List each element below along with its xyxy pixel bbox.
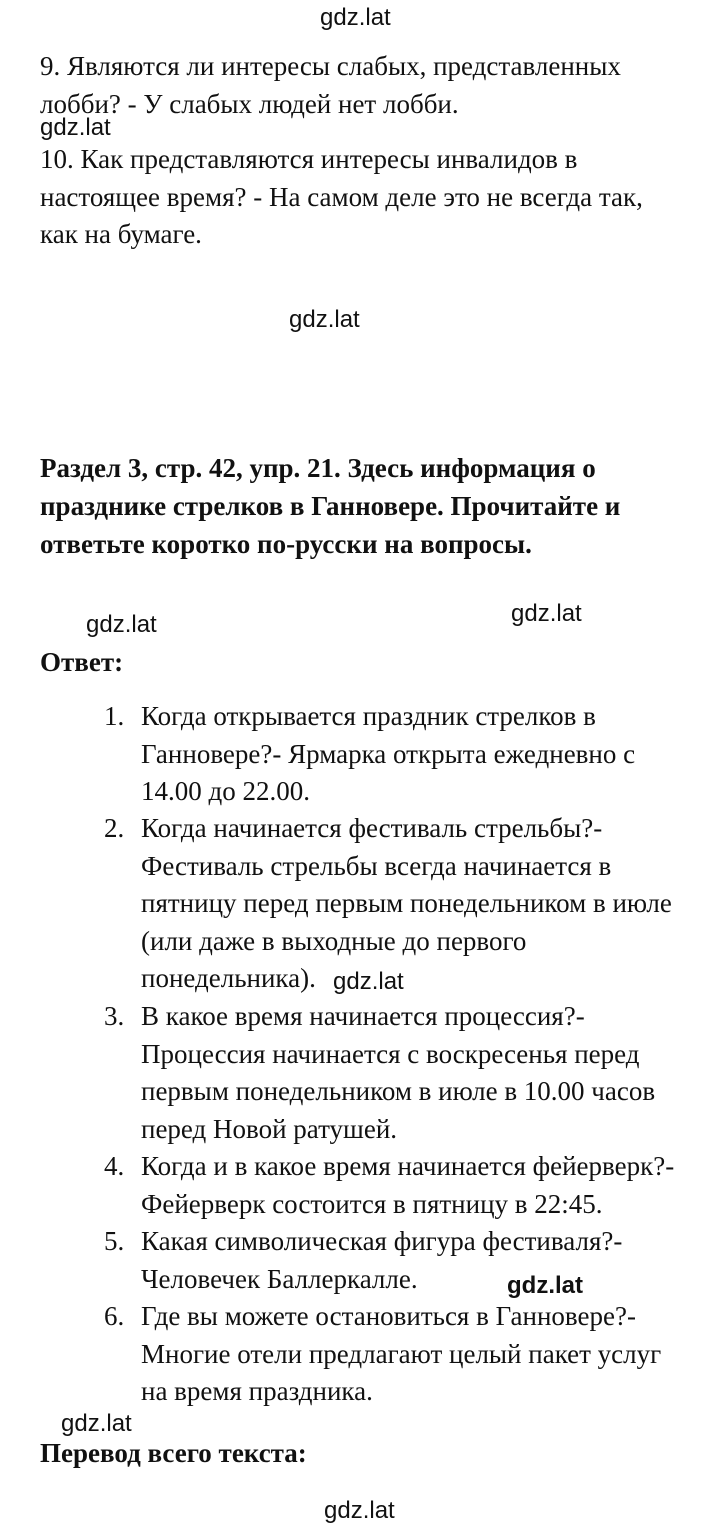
list-item-number: 2. <box>104 813 125 843</box>
translation-label: Перевод всего текста: <box>40 1438 307 1468</box>
list-item-line: В какое время начинается процессия?- <box>141 1001 585 1031</box>
watermark: gdz.lat <box>86 611 157 638</box>
list-item-line: Фестиваль стрельбы всегда начинается в <box>141 850 612 881</box>
question-10 <box>40 141 690 254</box>
list-item-line: Процессия начинается с воскресенья перед <box>141 1038 640 1069</box>
list-item-line: понедельника). <box>141 963 316 993</box>
watermark: gdz.lat <box>507 1272 583 1299</box>
watermark: gdz.lat <box>289 306 360 333</box>
watermark: gdz.lat <box>333 968 404 995</box>
list-item-line: Человечек Баллеркалле. <box>141 1263 418 1294</box>
question-9-line: 9. Являются ли интересы слабых, представленных <box>40 51 621 81</box>
list-item-number: 6. <box>104 1301 125 1331</box>
section-heading <box>40 449 700 563</box>
list-item-line: Где вы можете остановиться в Ганновере?- <box>141 1301 636 1331</box>
list-item-line: (или даже в выходные до первого <box>141 925 527 956</box>
watermark: gdz.lat <box>40 114 111 141</box>
watermark: gdz.lat <box>511 600 582 627</box>
list-item-line: Когда начинается фестиваль стрельбы?- <box>141 813 603 843</box>
list-item-number: 3. <box>104 1001 125 1031</box>
question-9-answer-line: лобби? - У слабых людей нет лобби. <box>40 88 459 119</box>
question-10-line: настоящее время? - На самом деле это не всегда так, <box>40 181 643 212</box>
watermark: gdz.lat <box>61 1410 132 1437</box>
list-item-line: первым понедельником в июле в 10.00 часов <box>141 1076 656 1106</box>
list-item-line: перед Новой ратушей. <box>141 1113 398 1144</box>
question-10-line: как на бумаге. <box>40 219 202 249</box>
list-item-line: пятницу перед первым понедельником в июле <box>141 888 672 918</box>
list-item-line: Когда открывается праздник стрелков в <box>141 701 596 731</box>
section-heading-line: празднике стрелков в Ганновере. Прочитайте и <box>40 491 621 521</box>
question-10-line: 10. Как представляются интересы инвалидов в <box>40 144 578 174</box>
section-heading-line: Раздел 3, стр. 42, упр. 21. Здесь информация о <box>40 453 596 483</box>
watermark: gdz.lat <box>324 1497 395 1524</box>
list-item-number: 4. <box>104 1151 125 1181</box>
list-item-number: 1. <box>104 701 125 731</box>
list-item-line: 14.00 до 22.00. <box>141 776 310 806</box>
answer-label: Ответ: <box>40 647 124 677</box>
list-item-line: Ганновере?- Ярмарка открыта ежедневно с <box>141 738 636 769</box>
section-heading-line: ответьте коротко по-русски на вопросы. <box>40 529 532 559</box>
list-item-line: на время праздника. <box>141 1376 373 1406</box>
list-item-line: Когда и в какое время начинается фейерверк?- <box>141 1151 675 1181</box>
watermark: gdz.lat <box>320 4 391 31</box>
question-9 <box>40 48 690 119</box>
list-item-line: Многие отели предлагают целый пакет услуг <box>141 1338 662 1369</box>
list-item-number: 5. <box>104 1226 125 1256</box>
list-item-line: Фейерверк состоится в пятницу в 22:45. <box>141 1188 603 1219</box>
list-item-line: Какая символическая фигура фестиваля?- <box>141 1226 623 1256</box>
